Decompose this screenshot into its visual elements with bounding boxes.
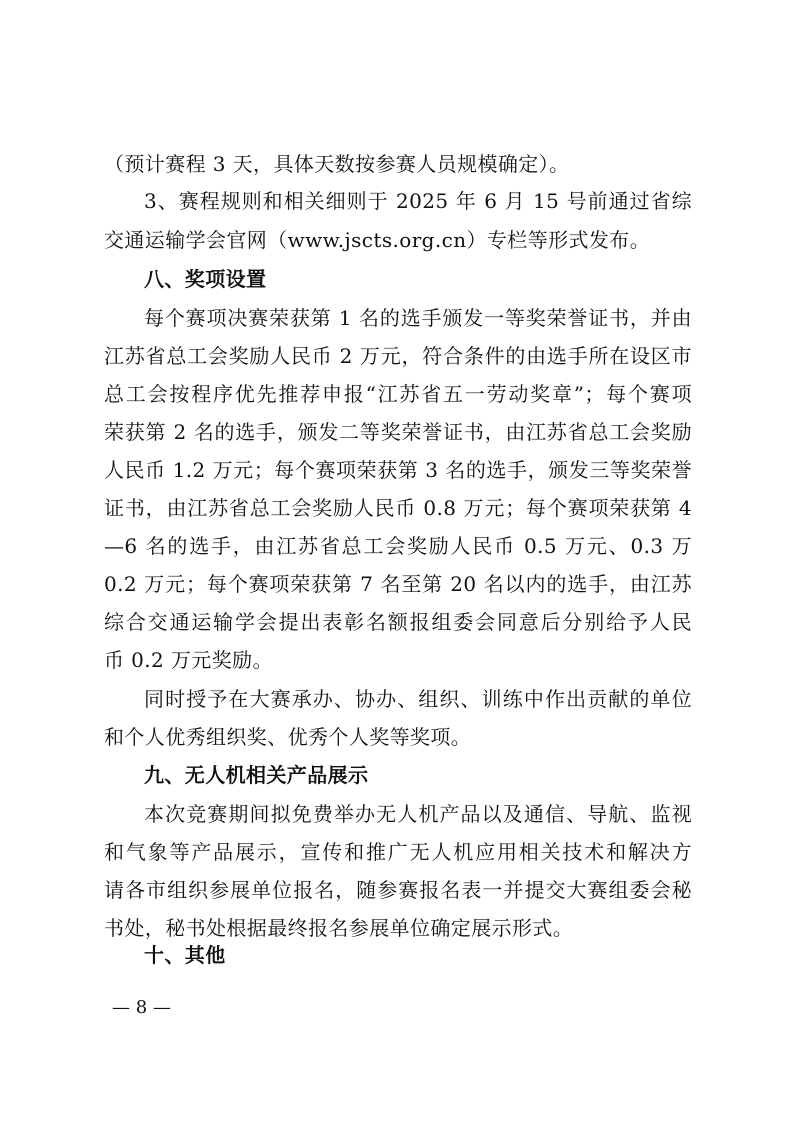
section-heading-awards: 八、奖项设置 — [144, 267, 267, 291]
paragraph-line: 和气象等产品展示，宣传和推广无人机应用相关技术和解决方 — [104, 840, 692, 864]
paragraph-line: 证书，由江苏省总工会奖励人民币 0.8 万元；每个赛项荣获第 4 — [104, 496, 692, 520]
paragraph-line: 3、赛程规则和相关细则于 2025 年 6 月 15 号前通过省综 — [144, 189, 692, 213]
paragraph-line: 每个赛项决赛荣获第 1 名的选手颁发一等奖荣誉证书，并由 — [144, 306, 692, 330]
paragraph-line: 江苏省总工会奖励人民币 2 万元，符合条件的由选手所在设区市 — [104, 344, 692, 368]
paragraph-line: 荣获第 2 名的选手，颁发二等奖荣誉证书，由江苏省总工会奖励 — [104, 420, 692, 444]
paragraph-line: 人民币 1.2 万元；每个赛项荣获第 3 名的选手，颁发三等奖荣誉 — [104, 458, 692, 482]
page-number: — 8 — — [112, 997, 171, 1018]
paragraph-line: 请各市组织参展单位报名，随参赛报名表一并提交大赛组委会秘 — [104, 878, 692, 902]
paragraph-line: —6 名的选手，由江苏省总工会奖励人民币 0.5 万元、0.3 万 — [104, 534, 692, 558]
paragraph-line: （预计赛程 3 天，具体天数按参赛人员规模确定）。 — [104, 152, 570, 176]
section-heading-other: 十、其他 — [144, 943, 226, 967]
paragraph-line: 书处，秘书处根据最终报名参展单位确定展示形式。 — [104, 916, 574, 940]
paragraph-line: 综合交通运输学会提出表彰名额报组委会同意后分别给予人民 — [104, 610, 692, 634]
paragraph-line: 同时授予在大赛承办、协办、组织、训练中作出贡献的单位 — [144, 687, 692, 711]
paragraph-line: 总工会按程序优先推荐申报“江苏省五一劳动奖章”；每个赛项 — [104, 382, 692, 406]
section-heading-drone-exhibition: 九、无人机相关产品展示 — [144, 763, 369, 787]
paragraph-line: 币 0.2 万元奖励。 — [104, 648, 273, 672]
paragraph-line: 和个人优秀组织奖、优秀个人奖等奖项。 — [104, 725, 472, 749]
paragraph-line: 交通运输学会官网（www.jscts.org.cn）专栏等形式发布。 — [104, 228, 651, 252]
paragraph-line: 本次竞赛期间拟免费举办无人机产品以及通信、导航、监视 — [144, 802, 692, 826]
paragraph-line: 0.2 万元；每个赛项荣获第 7 名至第 20 名以内的选手，由江苏 — [104, 572, 692, 596]
